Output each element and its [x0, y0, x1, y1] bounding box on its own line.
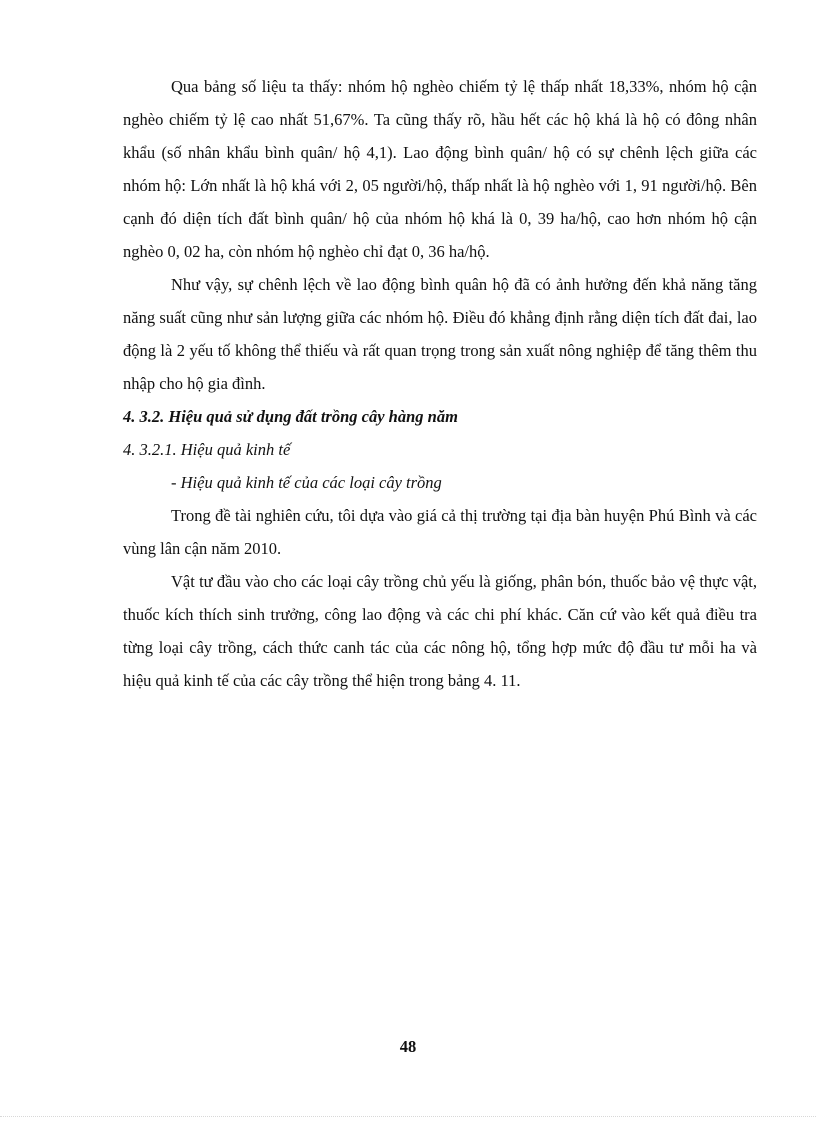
bottom-divider	[0, 1116, 816, 1117]
paragraph-labor-difference: Như vậy, sự chênh lệch về lao động bình quân hộ đã có ảnh hưởng đến khả năng tăng năng suất cũng như sản lượng giữa các nhóm hộ. Điều đó khẳng định rằng diện tích đất đai, lao động là 2 yếu tố không thể thiếu và rất quan trọng trong sản xuất nông nghiệp để tăng thêm thu nhập cho hộ gia đình.	[123, 275, 757, 393]
paragraph-input-materials: Vật tư đầu vào cho các loại cây trồng chủ yếu là giống, phân bón, thuốc bảo vệ thực vật, thuốc kích thích sinh trưởng, công lao động và các chi phí khác. Căn cứ vào kết quả điều tra từng loại cây trồng, cách thức canh tác của các nông hộ, tổng hợp mức độ đầu tư mỗi ha và hiệu quả kinh tế của các cây trồng thể hiện trong bảng 4. 11.	[123, 572, 757, 690]
page-number: 48	[399, 1037, 417, 1056]
paragraph-market-prices: Trong đề tài nghiên cứu, tôi dựa vào giá cả thị trường tại địa bàn huyện Phú Bình và các vùng lân cận năm 2010.	[123, 506, 757, 558]
document-body	[123, 70, 757, 697]
bullet-heading: - Hiệu quả kinh tế của các loại cây trồng	[171, 473, 442, 492]
section-heading: 4. 3.2. Hiệu quả sử dụng đất trồng cây hàng năm	[123, 407, 458, 426]
paragraph-household-statistics: Qua bảng số liệu ta thấy: nhóm hộ nghèo chiếm tỷ lệ thấp nhất 18,33%, nhóm hộ cận nghèo chiếm tỷ lệ cao nhất 51,67%. Ta cũng thấy rõ, hầu hết các hộ khá là hộ có đông nhân khẩu (số nhân khẩu bình quân/ hộ 4,1). Lao động bình quân/ hộ có sự chênh lệch giữa các nhóm hộ: Lớn nhất là hộ khá với 2, 05 người/hộ, thấp nhất là hộ nghèo với 1, 91 người/hộ. Bên cạnh đó diện tích đất bình quân/ hộ của nhóm hộ khá là 0, 39 ha/hộ, cao hơn nhóm hộ cận nghèo 0, 02 ha, còn nhóm hộ nghèo chỉ đạt 0, 36 ha/hộ.	[123, 77, 757, 261]
subsection-heading: 4. 3.2.1. Hiệu quả kinh tế	[123, 440, 291, 459]
